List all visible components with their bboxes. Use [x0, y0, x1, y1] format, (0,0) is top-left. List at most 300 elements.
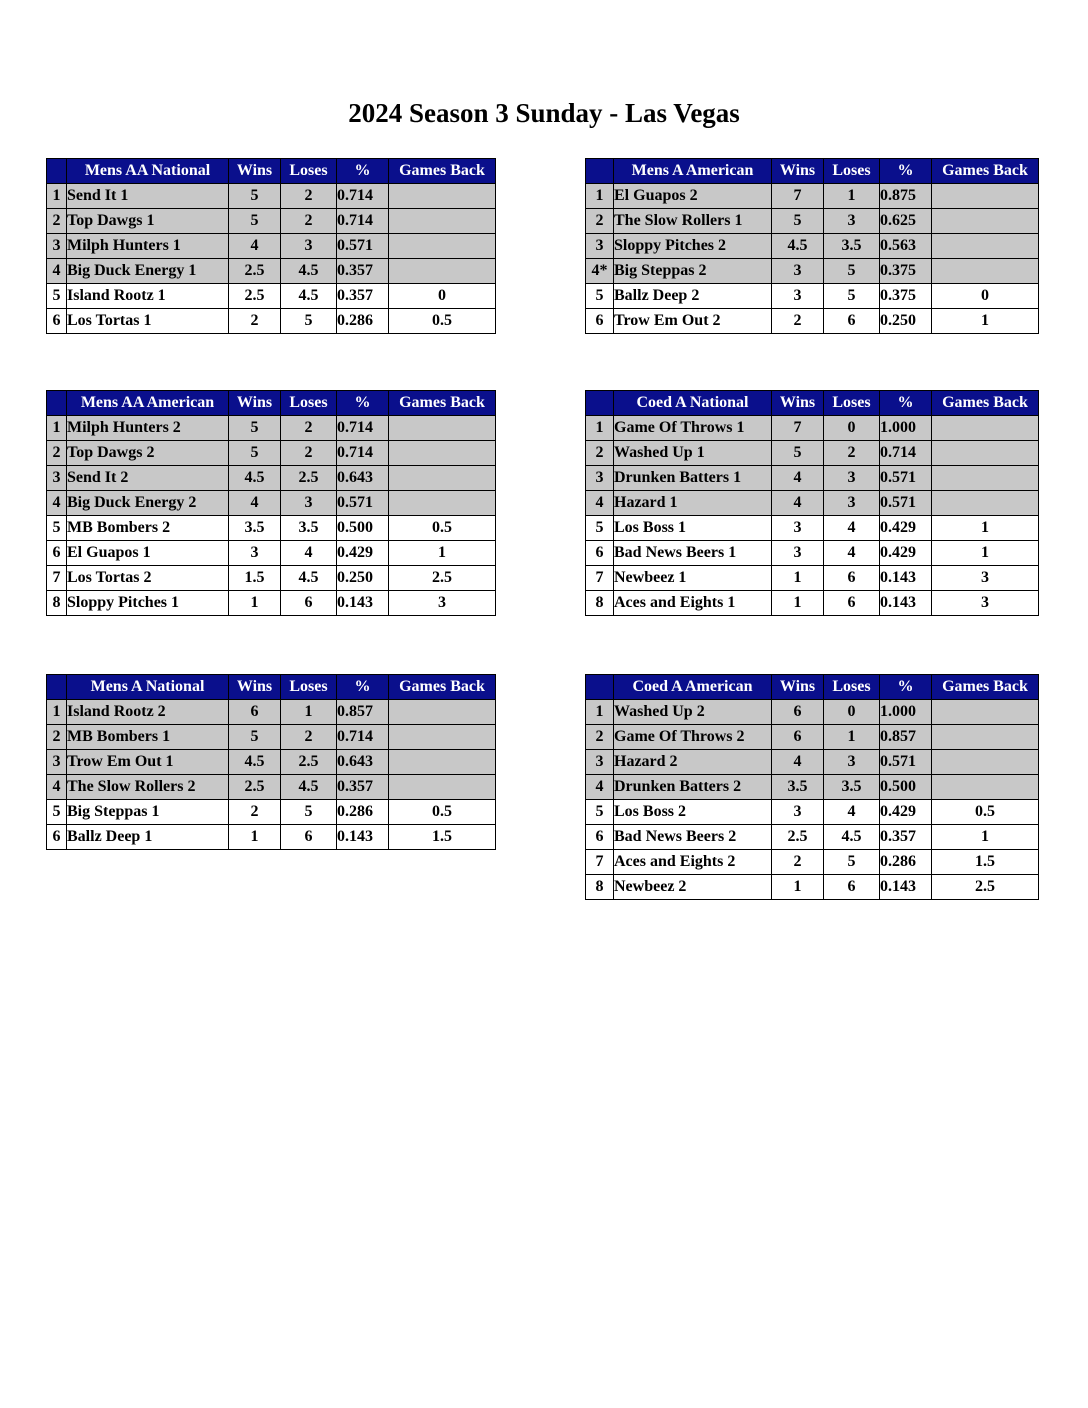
table-row [586, 184, 1039, 209]
team-name-cell: Trow Em Out 2 [614, 309, 772, 334]
games-back-cell [932, 725, 1039, 750]
table-row [47, 591, 496, 616]
wins-cell: 4 [772, 491, 824, 516]
loses-cell: 4 [824, 516, 880, 541]
games-back-cell: 0.5 [389, 800, 496, 825]
games-back-cell [932, 700, 1039, 725]
rank-cell: 7 [586, 566, 614, 591]
rank-cell: 6 [586, 825, 614, 850]
games-back-cell [389, 234, 496, 259]
division-name: Coed A National [614, 391, 772, 416]
games-back-cell [932, 184, 1039, 209]
pct-cell: 0.571 [880, 466, 932, 491]
wins-cell: 3 [772, 800, 824, 825]
pct-cell: 0.571 [880, 750, 932, 775]
table-row [586, 750, 1039, 775]
team-name-cell: El Guapos 2 [614, 184, 772, 209]
team-name-cell: Send It 1 [67, 184, 229, 209]
wins-cell: 3.5 [772, 775, 824, 800]
team-name-cell: Trow Em Out 1 [67, 750, 229, 775]
standings-table-coed-a-national [585, 390, 1039, 616]
rank-cell: 6 [586, 309, 614, 334]
rank-cell: 5 [586, 800, 614, 825]
team-name-cell: Drunken Batters 1 [614, 466, 772, 491]
team-name-cell: Bad News Beers 2 [614, 825, 772, 850]
wins-cell: 4 [772, 750, 824, 775]
games-back-header: Games Back [932, 159, 1039, 184]
pct-cell: 0.143 [880, 566, 932, 591]
team-name-cell: Drunken Batters 2 [614, 775, 772, 800]
pct-cell: 0.714 [337, 441, 389, 466]
pct-cell: 0.500 [880, 775, 932, 800]
loses-cell: 3.5 [824, 775, 880, 800]
loses-cell: 3 [281, 491, 337, 516]
pct-cell: 0.643 [337, 466, 389, 491]
games-back-cell [389, 209, 496, 234]
games-back-cell: 0.5 [932, 800, 1039, 825]
team-name-cell: MB Bombers 2 [67, 516, 229, 541]
rank-header [586, 391, 614, 416]
games-back-cell: 0 [389, 284, 496, 309]
wins-cell: 3 [772, 516, 824, 541]
pct-cell: 0.429 [880, 516, 932, 541]
wins-cell: 3 [229, 541, 281, 566]
games-back-cell: 1.5 [389, 825, 496, 850]
games-back-cell: 2.5 [932, 875, 1039, 900]
team-name-cell: Send It 2 [67, 466, 229, 491]
wins-cell: 3 [772, 541, 824, 566]
wins-cell: 3 [772, 284, 824, 309]
pct-header: % [880, 391, 932, 416]
team-name-cell: Top Dawgs 1 [67, 209, 229, 234]
games-back-cell [389, 725, 496, 750]
pct-cell: 0.429 [880, 800, 932, 825]
table-row [586, 234, 1039, 259]
table-row [47, 416, 496, 441]
table-row [47, 209, 496, 234]
pct-cell: 0.643 [337, 750, 389, 775]
table-row [47, 775, 496, 800]
team-name-cell: Bad News Beers 1 [614, 541, 772, 566]
team-name-cell: El Guapos 1 [67, 541, 229, 566]
team-name-cell: The Slow Rollers 2 [67, 775, 229, 800]
pct-cell: 0.429 [880, 541, 932, 566]
games-back-cell: 1 [389, 541, 496, 566]
pct-cell: 0.571 [337, 491, 389, 516]
loses-cell: 6 [824, 566, 880, 591]
table-row [47, 184, 496, 209]
pct-cell: 0.714 [337, 209, 389, 234]
pct-cell: 1.000 [880, 700, 932, 725]
team-name-cell: Aces and Eights 2 [614, 850, 772, 875]
wins-cell: 5 [229, 725, 281, 750]
wins-cell: 4 [229, 234, 281, 259]
pct-cell: 0.500 [337, 516, 389, 541]
team-name-cell: MB Bombers 1 [67, 725, 229, 750]
pct-cell: 1.000 [880, 416, 932, 441]
rank-cell: 6 [47, 541, 67, 566]
loses-cell: 3 [824, 209, 880, 234]
pct-cell: 0.625 [880, 209, 932, 234]
table-row [47, 566, 496, 591]
table-row [586, 284, 1039, 309]
header-row [47, 675, 496, 700]
team-name-cell: The Slow Rollers 1 [614, 209, 772, 234]
header-row [586, 159, 1039, 184]
loses-cell: 6 [281, 825, 337, 850]
table-row [47, 234, 496, 259]
wins-cell: 5 [772, 441, 824, 466]
table-row [586, 416, 1039, 441]
team-name-cell: Game Of Throws 1 [614, 416, 772, 441]
wins-cell: 4.5 [229, 750, 281, 775]
pct-cell: 0.563 [880, 234, 932, 259]
pct-cell: 0.571 [337, 234, 389, 259]
pct-header: % [337, 675, 389, 700]
games-back-cell [932, 259, 1039, 284]
team-name-cell: Milph Hunters 1 [67, 234, 229, 259]
pct-cell: 0.357 [337, 775, 389, 800]
table-row [586, 725, 1039, 750]
games-back-cell [932, 234, 1039, 259]
wins-cell: 3 [772, 259, 824, 284]
loses-cell: 3 [824, 491, 880, 516]
wins-cell: 6 [772, 700, 824, 725]
team-name-cell: Washed Up 2 [614, 700, 772, 725]
division-name: Mens AA National [67, 159, 229, 184]
games-back-cell: 3 [932, 566, 1039, 591]
team-name-cell: Island Rootz 2 [67, 700, 229, 725]
standings-table-mens-a-american [585, 158, 1039, 334]
wins-cell: 2 [229, 309, 281, 334]
games-back-cell [389, 259, 496, 284]
table-row [586, 491, 1039, 516]
loses-cell: 6 [281, 591, 337, 616]
rank-cell: 2 [586, 725, 614, 750]
table-row [586, 875, 1039, 900]
pct-header: % [880, 675, 932, 700]
header-row [586, 391, 1039, 416]
pct-header: % [337, 159, 389, 184]
wins-cell: 3.5 [229, 516, 281, 541]
loses-cell: 4 [824, 541, 880, 566]
pct-header: % [880, 159, 932, 184]
rank-cell: 8 [586, 875, 614, 900]
table-row [586, 466, 1039, 491]
loses-cell: 0 [824, 700, 880, 725]
games-back-cell [389, 775, 496, 800]
table-row [586, 566, 1039, 591]
table-row [586, 441, 1039, 466]
rank-cell: 3 [47, 466, 67, 491]
loses-header: Loses [824, 391, 880, 416]
table-row [47, 441, 496, 466]
rank-cell: 2 [586, 209, 614, 234]
rank-header [47, 391, 67, 416]
games-back-cell: 0 [932, 284, 1039, 309]
pct-cell: 0.714 [337, 725, 389, 750]
team-name-cell: Newbeez 1 [614, 566, 772, 591]
rank-header [586, 159, 614, 184]
loses-header: Loses [281, 159, 337, 184]
standings-table-coed-a-american [585, 674, 1039, 900]
rank-header [47, 159, 67, 184]
table-row [586, 775, 1039, 800]
games-back-cell [389, 491, 496, 516]
loses-cell: 2 [824, 441, 880, 466]
wins-cell: 2.5 [229, 259, 281, 284]
table-row [586, 591, 1039, 616]
table-row [47, 750, 496, 775]
wins-cell: 1 [772, 566, 824, 591]
pct-cell: 0.286 [337, 800, 389, 825]
loses-cell: 5 [281, 800, 337, 825]
loses-cell: 5 [281, 309, 337, 334]
wins-header: Wins [229, 675, 281, 700]
pct-cell: 0.857 [880, 725, 932, 750]
wins-cell: 1 [772, 591, 824, 616]
games-back-cell [932, 750, 1039, 775]
loses-header: Loses [824, 675, 880, 700]
games-back-cell: 1 [932, 516, 1039, 541]
team-name-cell: Hazard 2 [614, 750, 772, 775]
rank-cell: 4 [47, 259, 67, 284]
table-row [586, 700, 1039, 725]
pct-cell: 0.714 [337, 184, 389, 209]
table-row [586, 516, 1039, 541]
games-back-header: Games Back [932, 391, 1039, 416]
loses-cell: 5 [824, 850, 880, 875]
team-name-cell: Ballz Deep 2 [614, 284, 772, 309]
wins-cell: 5 [229, 416, 281, 441]
games-back-cell: 3 [389, 591, 496, 616]
games-back-cell [932, 775, 1039, 800]
wins-cell: 2 [229, 800, 281, 825]
loses-cell: 5 [824, 284, 880, 309]
wins-cell: 4 [772, 466, 824, 491]
table-row [47, 725, 496, 750]
header-row [47, 159, 496, 184]
games-back-cell: 1 [932, 309, 1039, 334]
rank-cell: 3 [586, 750, 614, 775]
table-row [586, 209, 1039, 234]
games-back-cell [389, 184, 496, 209]
rank-cell: 4 [586, 491, 614, 516]
rank-cell: 1 [586, 700, 614, 725]
wins-cell: 2.5 [229, 775, 281, 800]
team-name-cell: Game Of Throws 2 [614, 725, 772, 750]
rank-cell: 3 [47, 750, 67, 775]
rank-cell: 1 [47, 184, 67, 209]
team-name-cell: Washed Up 1 [614, 441, 772, 466]
table-row [47, 466, 496, 491]
loses-cell: 4.5 [281, 775, 337, 800]
rank-cell: 3 [586, 466, 614, 491]
wins-cell: 4.5 [772, 234, 824, 259]
loses-cell: 2 [281, 184, 337, 209]
games-back-cell [932, 441, 1039, 466]
rank-cell: 7 [47, 566, 67, 591]
loses-cell: 4.5 [281, 284, 337, 309]
wins-header: Wins [772, 159, 824, 184]
loses-cell: 1 [824, 184, 880, 209]
rank-cell: 6 [586, 541, 614, 566]
wins-cell: 1.5 [229, 566, 281, 591]
rank-cell: 5 [47, 284, 67, 309]
rank-cell: 8 [47, 591, 67, 616]
wins-cell: 2 [772, 309, 824, 334]
games-back-header: Games Back [932, 675, 1039, 700]
team-name-cell: Big Steppas 1 [67, 800, 229, 825]
games-back-cell: 2.5 [389, 566, 496, 591]
pct-cell: 0.286 [337, 309, 389, 334]
loses-cell: 2 [281, 441, 337, 466]
pct-cell: 0.143 [880, 875, 932, 900]
loses-cell: 2.5 [281, 750, 337, 775]
games-back-cell: 1 [932, 825, 1039, 850]
games-back-cell: 0.5 [389, 309, 496, 334]
team-name-cell: Sloppy Pitches 2 [614, 234, 772, 259]
team-name-cell: Sloppy Pitches 1 [67, 591, 229, 616]
wins-header: Wins [229, 159, 281, 184]
pct-cell: 0.357 [880, 825, 932, 850]
rank-header [47, 675, 67, 700]
wins-cell: 2.5 [229, 284, 281, 309]
page-title: 2024 Season 3 Sunday - Las Vegas [348, 98, 740, 128]
rank-cell: 2 [47, 725, 67, 750]
loses-cell: 4.5 [281, 566, 337, 591]
rank-cell: 5 [586, 284, 614, 309]
wins-header: Wins [772, 675, 824, 700]
table-row [47, 491, 496, 516]
games-back-cell: 3 [932, 591, 1039, 616]
division-name: Coed A American [614, 675, 772, 700]
loses-cell: 6 [824, 309, 880, 334]
table-row [47, 800, 496, 825]
wins-cell: 5 [229, 209, 281, 234]
wins-cell: 1 [229, 591, 281, 616]
rank-cell: 4 [586, 775, 614, 800]
team-name-cell: Top Dawgs 2 [67, 441, 229, 466]
games-back-cell [389, 700, 496, 725]
team-name-cell: Ballz Deep 1 [67, 825, 229, 850]
table-row [586, 259, 1039, 284]
header-row [586, 675, 1039, 700]
wins-cell: 4.5 [229, 466, 281, 491]
table-row [586, 850, 1039, 875]
rank-cell: 4 [47, 775, 67, 800]
wins-cell: 1 [229, 825, 281, 850]
rank-cell: 1 [47, 700, 67, 725]
team-name-cell: Milph Hunters 2 [67, 416, 229, 441]
pct-cell: 0.375 [880, 259, 932, 284]
wins-cell: 5 [229, 184, 281, 209]
loses-header: Loses [281, 391, 337, 416]
loses-header: Loses [281, 675, 337, 700]
games-back-cell: 1 [932, 541, 1039, 566]
rank-cell: 8 [586, 591, 614, 616]
table-row [47, 825, 496, 850]
games-back-cell [389, 416, 496, 441]
loses-cell: 2.5 [281, 466, 337, 491]
team-name-cell: Los Tortas 1 [67, 309, 229, 334]
wins-cell: 6 [229, 700, 281, 725]
table-row [47, 541, 496, 566]
table-row [47, 309, 496, 334]
games-back-cell [389, 441, 496, 466]
loses-cell: 2 [281, 416, 337, 441]
wins-cell: 7 [772, 416, 824, 441]
team-name-cell: Los Boss 1 [614, 516, 772, 541]
pct-cell: 0.357 [337, 259, 389, 284]
pct-cell: 0.143 [880, 591, 932, 616]
team-name-cell: Aces and Eights 1 [614, 591, 772, 616]
games-back-header: Games Back [389, 391, 496, 416]
division-name: Mens A National [67, 675, 229, 700]
loses-cell: 2 [281, 725, 337, 750]
loses-cell: 1 [824, 725, 880, 750]
rank-cell: 5 [586, 516, 614, 541]
pct-cell: 0.429 [337, 541, 389, 566]
games-back-cell [932, 416, 1039, 441]
games-back-cell [389, 750, 496, 775]
loses-cell: 4.5 [281, 259, 337, 284]
pct-cell: 0.357 [337, 284, 389, 309]
rank-cell: 4* [586, 259, 614, 284]
pct-cell: 0.250 [880, 309, 932, 334]
rank-cell: 2 [47, 441, 67, 466]
team-name-cell: Big Duck Energy 1 [67, 259, 229, 284]
wins-cell: 4 [229, 491, 281, 516]
pct-cell: 0.857 [337, 700, 389, 725]
loses-cell: 0 [824, 416, 880, 441]
games-back-header: Games Back [389, 159, 496, 184]
pct-cell: 0.143 [337, 825, 389, 850]
team-name-cell: Los Tortas 2 [67, 566, 229, 591]
standings-table-mens-aa-national [46, 158, 496, 334]
pct-cell: 0.571 [880, 491, 932, 516]
wins-cell: 5 [229, 441, 281, 466]
wins-cell: 2 [772, 850, 824, 875]
rank-cell: 7 [586, 850, 614, 875]
rank-cell: 4 [47, 491, 67, 516]
pct-header: % [337, 391, 389, 416]
rank-cell: 1 [586, 416, 614, 441]
pct-cell: 0.250 [337, 566, 389, 591]
wins-header: Wins [772, 391, 824, 416]
rank-cell: 1 [586, 184, 614, 209]
wins-cell: 7 [772, 184, 824, 209]
rank-cell: 6 [47, 309, 67, 334]
team-name-cell: Island Rootz 1 [67, 284, 229, 309]
wins-header: Wins [229, 391, 281, 416]
table-row [586, 800, 1039, 825]
pct-cell: 0.875 [880, 184, 932, 209]
pct-cell: 0.375 [880, 284, 932, 309]
loses-header: Loses [824, 159, 880, 184]
games-back-cell [932, 466, 1039, 491]
loses-cell: 6 [824, 875, 880, 900]
table-row [47, 284, 496, 309]
loses-cell: 4 [281, 541, 337, 566]
loses-cell: 4 [824, 800, 880, 825]
team-name-cell: Los Boss 2 [614, 800, 772, 825]
standings-table-mens-aa-american [46, 390, 496, 616]
table-row [586, 309, 1039, 334]
rank-cell: 3 [47, 234, 67, 259]
team-name-cell: Big Duck Energy 2 [67, 491, 229, 516]
wins-cell: 1 [772, 875, 824, 900]
